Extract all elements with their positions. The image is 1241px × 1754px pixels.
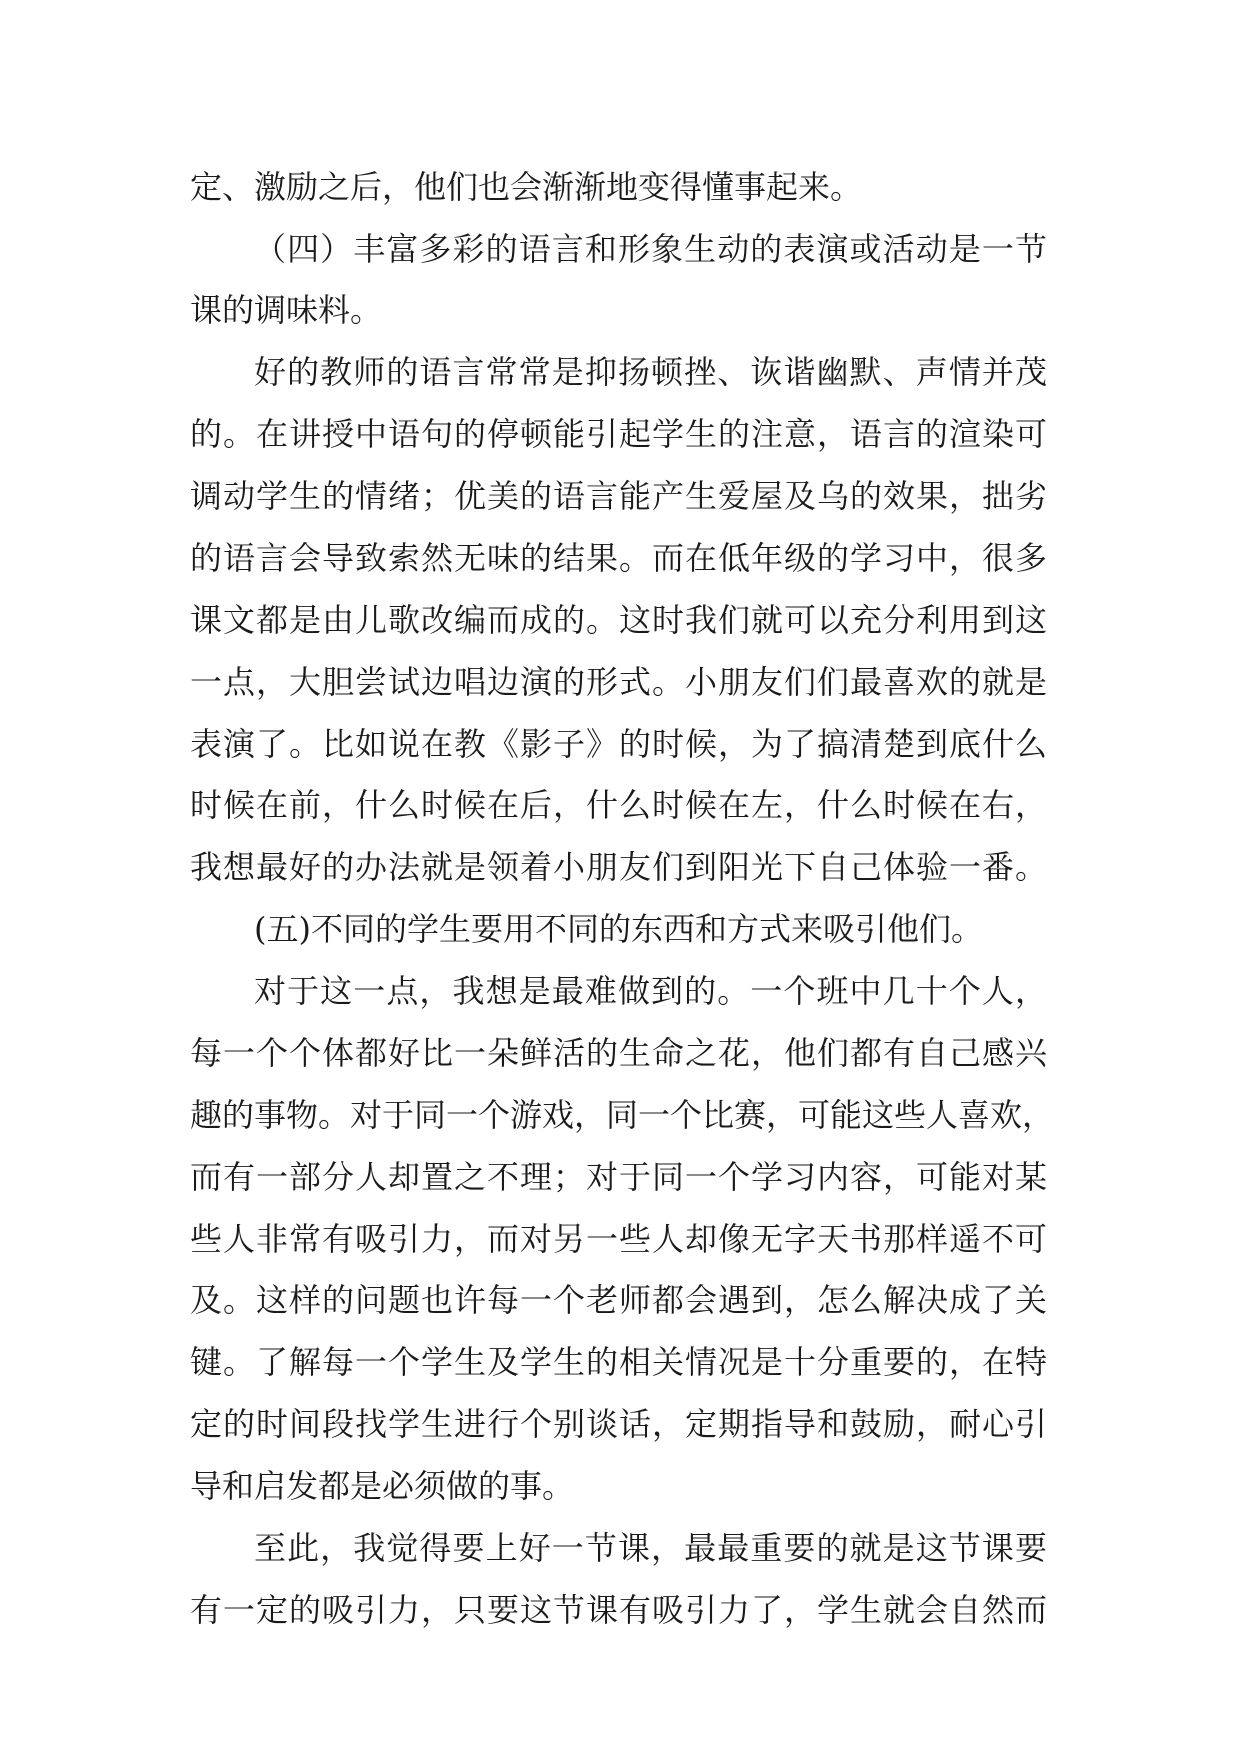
text-line: 课文都是由儿歌改编而成的。这时我们就可以充分利用到这 <box>190 601 1047 639</box>
text-line: 及。这样的问题也许每一个老师都会遇到，怎么解决成了关 <box>190 1281 1047 1319</box>
text-line: 表演了。比如说在教《影子》的时候，为了搞清楚到底什么 <box>190 725 1047 763</box>
text-line: 至此，我觉得要上好一节课，最最重要的就是这节课要 <box>254 1529 1047 1567</box>
text-line: 定的时间段找学生进行个别谈话，定期指导和鼓励，耐心引 <box>190 1405 1047 1443</box>
text-line: 好的教师的语言常常是抑扬顿挫、诙谐幽默、声情并茂 <box>254 353 1047 391</box>
text-line: 的。在讲授中语句的停顿能引起学生的注意，语言的渲染可 <box>190 415 1047 453</box>
section-heading-5: (五)不同的学生要用不同的东西和方式来吸引他们。 <box>254 910 983 948</box>
text-line: 的语言会导致索然无味的结果。而在低年级的学习中，很多 <box>190 539 1047 577</box>
text-line: 对于这一点，我想是最难做到的。一个班中几十个人， <box>254 972 1047 1010</box>
text-line: 导和启发都是必须做的事。 <box>190 1467 575 1505</box>
text-line: 而有一部分人却置之不理；对于同一个学习内容，可能对某 <box>190 1158 1047 1196</box>
text-line: 我想最好的办法就是领着小朋友们到阳光下自己体验一番。 <box>190 848 1047 886</box>
text-line: 趣的事物。对于同一个游戏，同一个比赛，可能这些人喜欢， <box>190 1096 1055 1134</box>
text-line: 键。了解每一个学生及学生的相关情况是十分重要的，在特 <box>190 1343 1047 1381</box>
text-line: 定、激励之后，他们也会渐渐地变得懂事起来。 <box>190 168 863 206</box>
text-line: 调动学生的情绪；优美的语言能产生爱屋及乌的效果，拙劣 <box>190 477 1047 515</box>
text-line: 一点，大胆尝试边唱边演的形式。小朋友们们最喜欢的就是 <box>190 663 1047 701</box>
text-line: 有一定的吸引力，只要这节课有吸引力了，学生就会自然而 <box>190 1591 1047 1629</box>
text-line: 每一个个体都好比一朵鲜活的生命之花，他们都有自己感兴 <box>190 1034 1047 1072</box>
section-heading-4-line-2: 课的调味料。 <box>190 291 383 329</box>
text-line: 时候在前，什么时候在后，什么时候在左，什么时候在右， <box>190 786 1047 824</box>
text-line: 些人非常有吸引力，而对另一些人却像无字天书那样遥不可 <box>190 1220 1047 1258</box>
section-heading-4-line-1: （四）丰富多彩的语言和形象生动的表演或活动是一节 <box>254 230 1047 268</box>
